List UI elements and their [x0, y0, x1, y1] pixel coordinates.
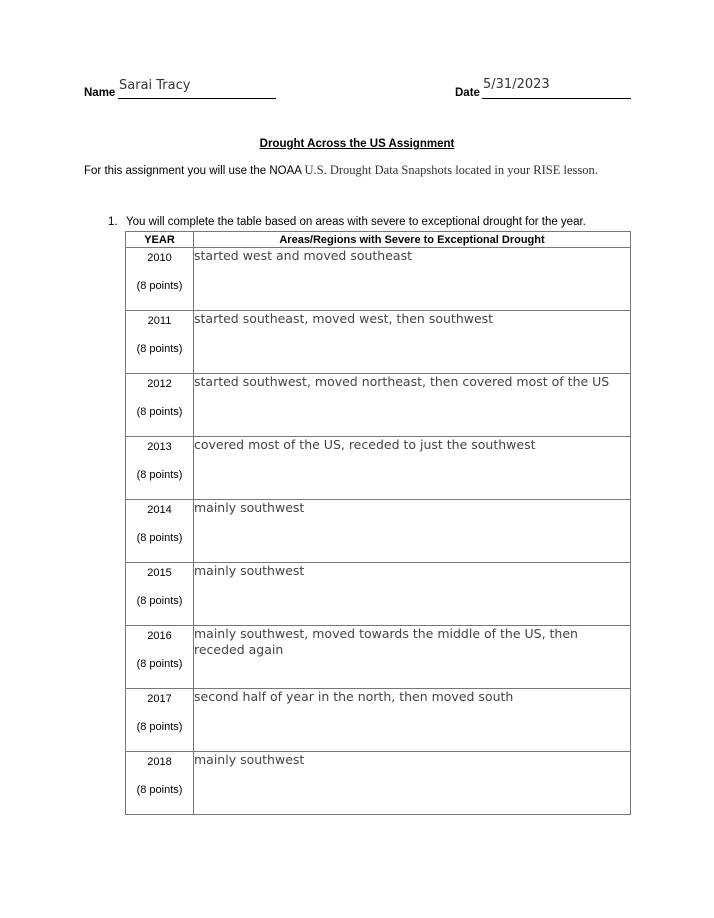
- table-row: [126, 689, 631, 752]
- year-cell: [126, 500, 194, 563]
- answer-cell[interactable]: mainly southwest: [194, 752, 631, 815]
- date-label: Date: [455, 87, 480, 99]
- table-row: [126, 311, 631, 374]
- points-label: (8 points): [136, 595, 183, 607]
- year-cell: [126, 626, 194, 689]
- intro-text: [84, 163, 598, 178]
- drought-table: [125, 231, 631, 815]
- answer-cell[interactable]: covered most of the US, receded to just the southwest: [194, 437, 631, 500]
- year-label: 2012: [147, 378, 172, 390]
- year-label: 2010: [147, 252, 172, 264]
- year-label: 2013: [147, 441, 172, 453]
- year-cell: [126, 248, 194, 311]
- points-label: (8 points): [136, 343, 183, 355]
- header-year: YEAR: [126, 232, 194, 248]
- year-label: 2015: [147, 567, 172, 579]
- year-cell: [126, 689, 194, 752]
- table-row: [126, 500, 631, 563]
- question-number: 1.: [108, 216, 118, 228]
- year-cell: [126, 311, 194, 374]
- year-cell: [126, 374, 194, 437]
- table-header-row: [126, 232, 631, 248]
- header-regions: Areas/Regions with Severe to Exceptional Drought: [194, 232, 631, 248]
- answer-cell[interactable]: mainly southwest, moved towards the middle of the US, then receded again: [194, 626, 631, 689]
- answer-cell[interactable]: mainly southwest: [194, 563, 631, 626]
- points-label: (8 points): [136, 469, 183, 481]
- points-label: (8 points): [136, 532, 183, 544]
- answer-cell[interactable]: second half of year in the north, then moved south: [194, 689, 631, 752]
- assignment-title: Drought Across the US Assignment: [259, 138, 455, 150]
- answer-cell[interactable]: mainly southwest: [194, 500, 631, 563]
- name-underline: [118, 98, 276, 99]
- date-value[interactable]: 5/31/2023: [483, 77, 550, 92]
- table-row: [126, 437, 631, 500]
- table-row: [126, 248, 631, 311]
- points-label: (8 points): [136, 658, 183, 670]
- table-row: [126, 626, 631, 689]
- table-row: [126, 563, 631, 626]
- table-row: [126, 374, 631, 437]
- answer-cell[interactable]: started southeast, moved west, then southwest: [194, 311, 631, 374]
- name-label: Name: [84, 87, 116, 99]
- table-row: [126, 752, 631, 815]
- intro-prefix: For this assignment you will use the NOAA: [84, 165, 305, 177]
- year-label: 2014: [147, 504, 172, 516]
- intro-source: U.S. Drought Data Snapshots located in your RISE lesson.: [304, 163, 598, 177]
- answer-cell[interactable]: started west and moved southeast: [194, 248, 631, 311]
- year-label: 2011: [147, 315, 172, 327]
- name-value[interactable]: Sarai Tracy: [119, 78, 191, 93]
- question-text: You will complete the table based on areas with severe to exceptional drought for the year.: [126, 216, 586, 228]
- year-cell: [126, 752, 194, 815]
- year-cell: [126, 437, 194, 500]
- year-label: 2016: [147, 630, 172, 642]
- points-label: (8 points): [136, 721, 183, 733]
- points-label: (8 points): [136, 406, 183, 418]
- year-label: 2018: [147, 756, 172, 768]
- answer-cell[interactable]: started southwest, moved northeast, then covered most of the US: [194, 374, 631, 437]
- year-cell: [126, 563, 194, 626]
- date-underline: [482, 98, 631, 99]
- year-label: 2017: [147, 693, 172, 705]
- points-label: (8 points): [136, 784, 183, 796]
- points-label: (8 points): [136, 280, 183, 292]
